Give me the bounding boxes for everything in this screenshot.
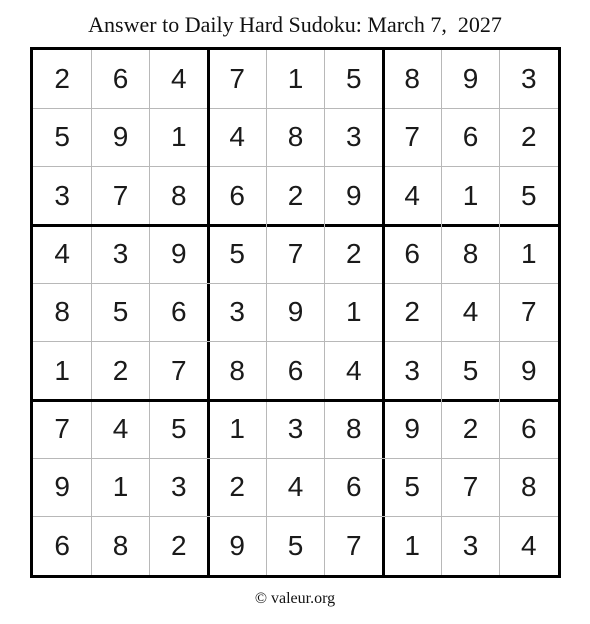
sudoku-cell: 6: [462, 121, 479, 153]
sudoku-cell: 9: [521, 354, 537, 386]
sudoku-cell: 4: [346, 354, 362, 386]
sudoku-cell: 3: [171, 471, 187, 503]
sudoku-cell: 5: [521, 179, 537, 211]
sudoku-cell: 3: [521, 63, 537, 95]
sudoku-cell: 7: [54, 413, 70, 445]
sudoku-cell: 9: [287, 296, 304, 328]
sudoku-cell: 7: [112, 179, 129, 211]
sudoku-cell: 9: [404, 413, 420, 445]
sudoku-cell: 6: [346, 471, 362, 503]
sudoku-cell: 2: [287, 179, 304, 211]
sudoku-cell: 1: [462, 179, 479, 211]
sudoku-cell: 4: [521, 529, 537, 561]
sudoku-cell: 5: [54, 121, 70, 153]
sudoku-cell: 6: [521, 413, 537, 445]
sudoku-board: [30, 47, 561, 578]
sudoku-cell: 1: [404, 529, 420, 561]
sudoku-cell: 7: [521, 296, 537, 328]
site-credit: © valeur.org: [254, 590, 336, 607]
sudoku-cell: 6: [229, 179, 245, 211]
sudoku-cell: 1: [171, 121, 187, 153]
sudoku-cell: 2: [346, 238, 362, 270]
sudoku-cell: 5: [229, 238, 245, 270]
sudoku-cell: 1: [229, 413, 245, 445]
sudoku-cell: 8: [521, 471, 537, 503]
sudoku-cell: 8: [229, 354, 245, 386]
sudoku-cell: 2: [521, 121, 537, 153]
sudoku-cell: 6: [112, 63, 129, 95]
sudoku-cell: 4: [404, 179, 420, 211]
sudoku-cell: 3: [287, 413, 304, 445]
sudoku-cell: 2: [171, 529, 187, 561]
sudoku-cell: 4: [287, 471, 304, 503]
sudoku-cell: 4: [171, 63, 187, 95]
sudoku-cell: 3: [404, 354, 420, 386]
sudoku-cell: 8: [171, 179, 187, 211]
sudoku-cell: 2: [229, 471, 245, 503]
sudoku-cell: 2: [112, 354, 129, 386]
sudoku-cell: 7: [404, 121, 420, 153]
sudoku-cell: 6: [54, 529, 70, 561]
sudoku-cell: 7: [171, 354, 187, 386]
sudoku-cell: 6: [287, 354, 304, 386]
sudoku-cell: 3: [54, 179, 70, 211]
sudoku-cell: 8: [287, 121, 304, 153]
sudoku-cell: 9: [112, 121, 129, 153]
sudoku-cell: 5: [287, 529, 304, 561]
sudoku-cell: 3: [462, 529, 479, 561]
sudoku-cell: 5: [462, 354, 479, 386]
sudoku-cell: 9: [462, 63, 479, 95]
sudoku-cell: 7: [462, 471, 479, 503]
sudoku-cell: 4: [462, 296, 479, 328]
sudoku-cell: 8: [462, 238, 479, 270]
sudoku-cell: 3: [346, 121, 362, 153]
sudoku-cell: 8: [54, 296, 70, 328]
sudoku-cell: 7: [346, 529, 362, 561]
sudoku-cell: 1: [112, 471, 129, 503]
sudoku-cell: 5: [112, 296, 129, 328]
sudoku-cell: 7: [229, 63, 245, 95]
sudoku-cell: 5: [404, 471, 420, 503]
sudoku-cell: 8: [346, 413, 362, 445]
sudoku-cell: 2: [462, 413, 479, 445]
sudoku-cell: 2: [54, 63, 70, 95]
sudoku-cell: 6: [404, 238, 420, 270]
sudoku-cell: 2: [404, 296, 420, 328]
sudoku-cell: 1: [521, 238, 537, 270]
sudoku-cell: 5: [171, 413, 187, 445]
sudoku-cell: 8: [404, 63, 420, 95]
sudoku-cell: 9: [229, 529, 245, 561]
sudoku-cell: 4: [54, 238, 70, 270]
sudoku-cell: 1: [287, 63, 304, 95]
sudoku-cell: 5: [346, 63, 362, 95]
sudoku-cell: 9: [54, 471, 70, 503]
sudoku-cell: 6: [171, 296, 187, 328]
sudoku-cell: 4: [112, 413, 129, 445]
sudoku-cell: 9: [171, 238, 187, 270]
sudoku-cell: 3: [229, 296, 245, 328]
sudoku-cell: 7: [287, 238, 304, 270]
sudoku-cell: 4: [229, 121, 245, 153]
page-title: Answer to Daily Hard Sudoku: March 7, 2027: [88, 12, 502, 37]
sudoku-cell: 8: [112, 529, 129, 561]
sudoku-cell: 1: [346, 296, 362, 328]
sudoku-cell: 3: [112, 238, 129, 270]
sudoku-cell: 1: [54, 354, 70, 386]
sudoku-cell: 9: [346, 179, 362, 211]
